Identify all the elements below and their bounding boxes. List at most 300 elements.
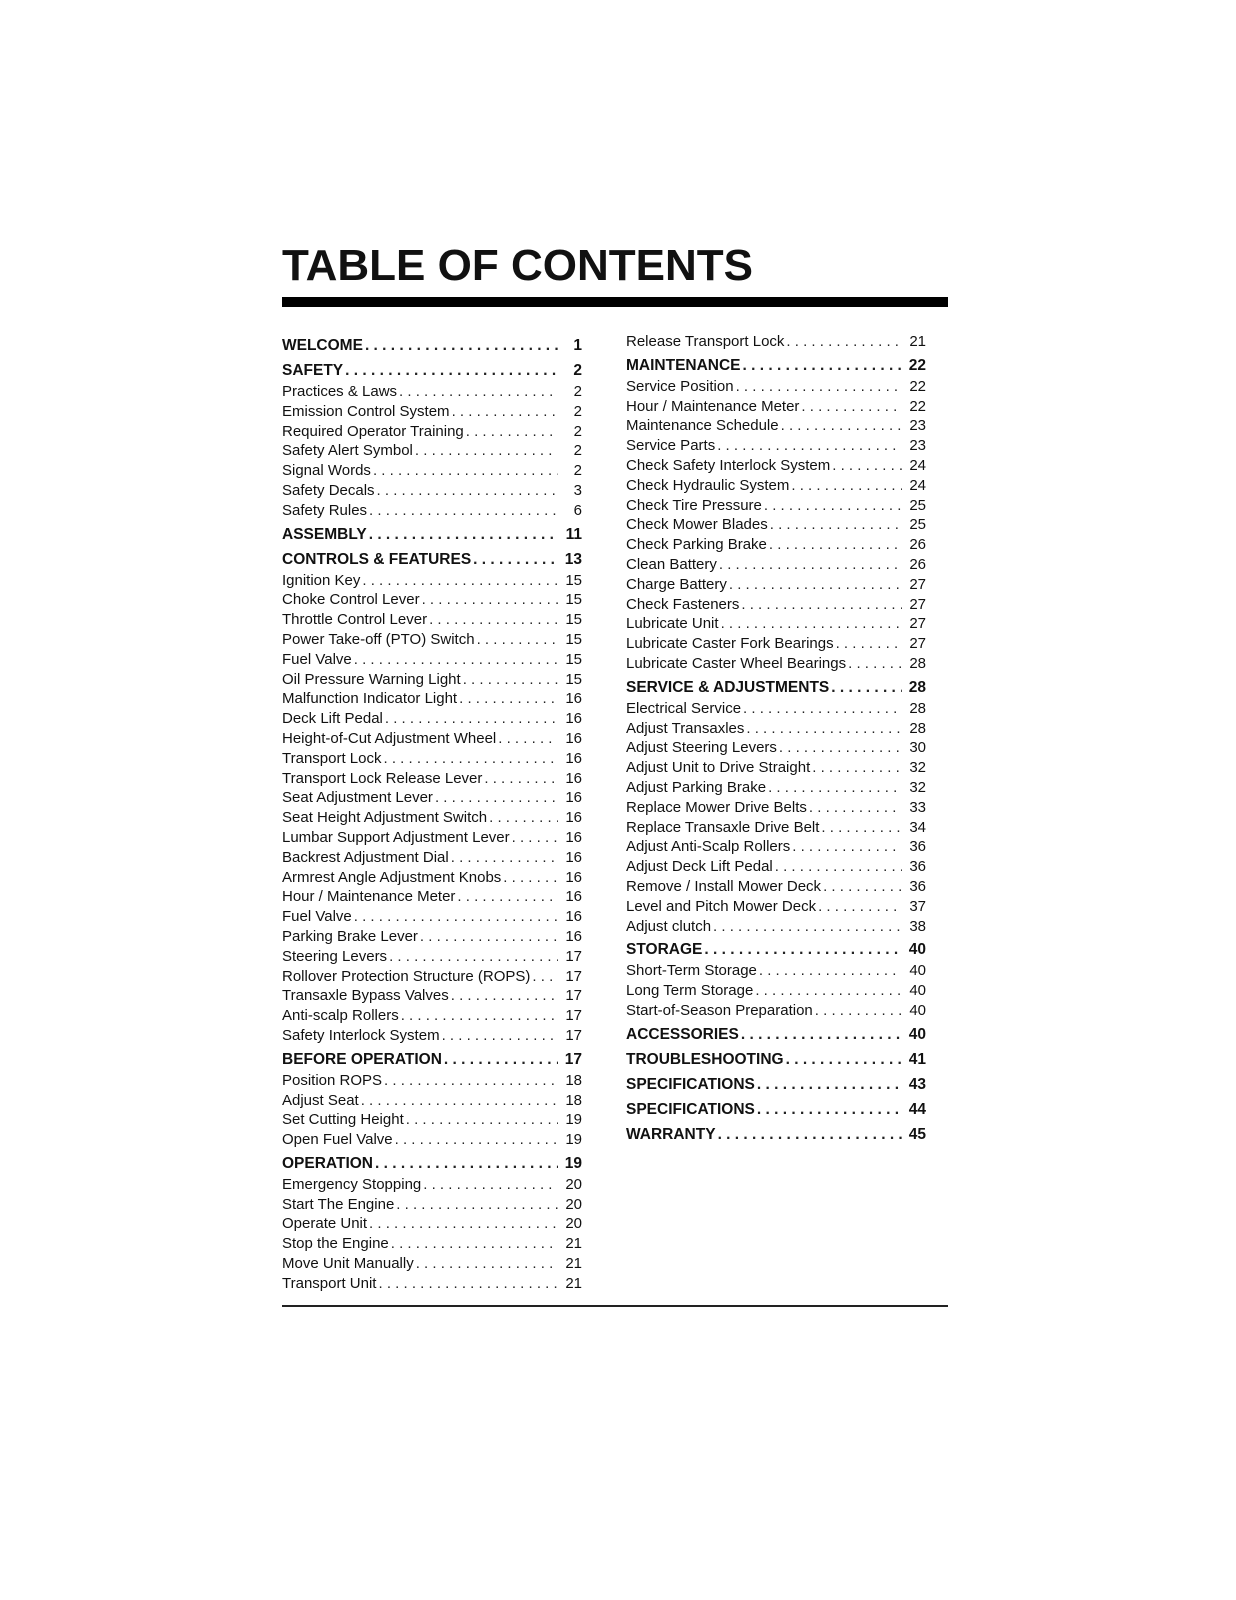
dot-leader: [801, 397, 902, 417]
toc-entry[interactable]: [626, 595, 926, 615]
toc-entry-page-number: 15: [565, 611, 582, 629]
toc-entry-page-number: 28: [909, 654, 926, 672]
bottom-divider: [282, 1305, 948, 1307]
dot-leader: [389, 947, 558, 967]
toc-entry-label: ACCESSORIES: [626, 1025, 739, 1043]
toc-entry[interactable]: [626, 634, 926, 654]
toc-entry-page-number: 27: [909, 635, 926, 653]
toc-entry-page-number: 23: [909, 417, 926, 435]
toc-entry-page-number: 27: [909, 575, 926, 593]
toc-entry-page-number: 15: [565, 591, 582, 609]
toc-entry-page-number: 21: [565, 1255, 582, 1273]
dot-leader: [818, 897, 902, 917]
toc-entry-label: Safety Interlock System: [282, 1026, 440, 1044]
toc-entry-page-number: 33: [909, 798, 926, 816]
toc-section-entry[interactable]: [626, 676, 926, 699]
toc-entry[interactable]: [282, 907, 582, 927]
toc-entry-label: OPERATION: [282, 1154, 373, 1172]
toc-entry-page-number: 17: [564, 1050, 582, 1068]
toc-entry-page-number: 20: [565, 1175, 582, 1193]
toc-entry[interactable]: [626, 897, 926, 917]
toc-section-entry[interactable]: [626, 1048, 926, 1071]
toc-entry-page-number: 3: [573, 481, 582, 499]
toc-entry[interactable]: [626, 738, 926, 758]
toc-entry[interactable]: [282, 709, 582, 729]
dot-leader: [721, 614, 902, 634]
toc-entry[interactable]: [282, 927, 582, 947]
toc-entry[interactable]: [282, 1214, 582, 1234]
toc-entry[interactable]: [626, 778, 926, 798]
toc-entry-page-number: 22: [908, 356, 926, 374]
toc-entry-page-number: 36: [909, 877, 926, 895]
toc-entry-page-number: 18: [565, 1091, 582, 1109]
toc-entry-label: ASSEMBLY: [282, 525, 367, 543]
toc-section-entry[interactable]: [282, 523, 582, 546]
toc-entry-label: Adjust clutch: [626, 917, 712, 935]
dot-leader: [466, 422, 558, 442]
toc-entry-label: BEFORE OPERATION: [282, 1050, 442, 1068]
toc-section-entry[interactable]: [626, 1098, 926, 1121]
toc-entry-label: Throttle Control Lever: [282, 611, 428, 629]
toc-entry[interactable]: [626, 917, 926, 937]
toc-entry-label: Safety Rules: [282, 501, 368, 519]
dot-leader: [757, 1098, 902, 1121]
toc-entry[interactable]: [282, 402, 582, 422]
toc-entry-page-number: 15: [565, 571, 582, 589]
toc-section-entry[interactable]: [626, 1023, 926, 1046]
toc-entry-label: SERVICE & ADJUSTMENTS: [626, 678, 830, 696]
toc-entry-page-number: 16: [565, 749, 582, 767]
toc-entry[interactable]: [282, 422, 582, 442]
toc-entry-label: Rollover Protection Structure (ROPS): [282, 967, 531, 985]
dot-leader: [786, 1048, 902, 1071]
toc-entry[interactable]: [626, 981, 926, 1001]
toc-entry-page-number: 21: [909, 333, 926, 350]
toc-entry-label: Adjust Anti-Scalp Rollers: [626, 838, 791, 856]
toc-entry-label: Armrest Angle Adjustment Knobs: [282, 868, 502, 886]
toc-entry-page-number: 16: [565, 828, 582, 846]
toc-entry-label: Charge Battery: [626, 575, 727, 593]
toc-column-right: [626, 332, 926, 1146]
dot-leader: [406, 1110, 558, 1130]
toc-section-entry[interactable]: [282, 359, 582, 382]
toc-entry[interactable]: [282, 461, 582, 481]
toc-entry-page-number: 17: [565, 947, 582, 965]
toc-entry-label: Clean Battery: [626, 555, 717, 573]
dot-leader: [473, 548, 558, 571]
toc-entry-label: WARRANTY: [626, 1125, 716, 1143]
dot-leader: [779, 738, 902, 758]
toc-entry[interactable]: [282, 481, 582, 501]
toc-entry-label: Signal Words: [282, 462, 371, 480]
toc-entry-label: Service Parts: [626, 437, 716, 455]
dot-leader: [375, 1152, 558, 1175]
toc-entry-page-number: 37: [909, 897, 926, 915]
toc-entry-page-number: 41: [908, 1050, 926, 1068]
toc-entry-label: Safety Decals: [282, 481, 375, 499]
toc-entry[interactable]: [282, 650, 582, 670]
toc-entry-page-number: 45: [908, 1125, 926, 1143]
toc-entry-page-number: 36: [909, 838, 926, 856]
toc-entry[interactable]: [282, 610, 582, 630]
dot-leader: [415, 441, 558, 461]
toc-entry-page-number: 17: [565, 987, 582, 1005]
toc-entry[interactable]: [626, 575, 926, 595]
toc-entry-page-number: 16: [565, 729, 582, 747]
dot-leader: [484, 769, 558, 789]
toc-entry[interactable]: [282, 571, 582, 591]
toc-entry[interactable]: [282, 590, 582, 610]
dot-leader: [378, 1274, 558, 1294]
toc-entry-label: SAFETY: [282, 362, 344, 379]
dot-leader: [718, 1123, 902, 1146]
toc-entry-label: Long Term Storage: [626, 982, 754, 1000]
toc-entry-page-number: 6: [573, 501, 582, 519]
toc-entry-label: Emission Control System: [282, 402, 450, 420]
toc-entry-page-number: 17: [565, 967, 582, 985]
toc-entry[interactable]: [282, 1175, 582, 1195]
dot-leader: [809, 798, 902, 818]
toc-entry[interactable]: [626, 1001, 926, 1021]
toc-entry-page-number: 27: [909, 615, 926, 633]
toc-entry-label: SPECIFICATIONS: [626, 1075, 755, 1093]
dot-leader: [369, 1214, 558, 1234]
toc-entry-page-number: 43: [908, 1075, 926, 1093]
toc-entry-page-number: 32: [909, 778, 926, 796]
dot-leader: [442, 1026, 558, 1046]
toc-entry-label: Start The Engine: [282, 1195, 395, 1213]
dot-leader: [729, 575, 902, 595]
toc-entry-page-number: 16: [565, 908, 582, 926]
toc-entry[interactable]: [626, 798, 926, 818]
toc-entry-label: Lubricate Unit: [626, 615, 719, 633]
toc-entry-page-number: 16: [565, 710, 582, 728]
toc-entry-page-number: 16: [565, 848, 582, 866]
dot-leader: [836, 634, 902, 654]
toc-entry-label: Replace Transaxle Drive Belt: [626, 818, 820, 836]
dot-leader: [435, 788, 558, 808]
toc-entry-label: Lubricate Caster Wheel Bearings: [626, 654, 847, 672]
dot-leader: [429, 610, 558, 630]
toc-entry-label: Safety Alert Symbol: [282, 442, 413, 460]
dot-leader: [459, 689, 558, 709]
toc-entry-label: Start-of-Season Preparation: [626, 1001, 813, 1019]
toc-section-entry[interactable]: [626, 1123, 926, 1146]
toc-entry[interactable]: [626, 416, 926, 436]
toc-entry[interactable]: [626, 377, 926, 397]
page-title: TABLE OF CONTENTS: [282, 241, 753, 290]
dot-leader: [457, 887, 558, 907]
toc-entry-label: Level and Pitch Mower Deck: [626, 897, 817, 915]
toc-entry-label: Hour / Maintenance Meter: [282, 888, 456, 906]
toc-entry[interactable]: [282, 1091, 582, 1111]
dot-leader: [354, 650, 558, 670]
toc-entry[interactable]: [626, 332, 926, 352]
toc-entry-page-number: 19: [564, 1154, 582, 1172]
toc-entry-page-number: 11: [565, 525, 582, 543]
dot-leader: [451, 848, 558, 868]
title-divider: [282, 297, 948, 307]
toc-entry[interactable]: [282, 1274, 582, 1294]
toc-entry-label: Required Operator Training: [282, 422, 464, 440]
toc-entry-label: Adjust Transaxles: [626, 719, 745, 737]
toc-entry[interactable]: [626, 837, 926, 857]
toc-entry-label: STORAGE: [626, 941, 703, 959]
toc-entry[interactable]: [626, 456, 926, 476]
dot-leader: [848, 654, 902, 674]
toc-entry-label: Emergency Stopping: [282, 1175, 422, 1193]
toc-entry[interactable]: [282, 848, 582, 868]
toc-entry-page-number: 21: [565, 1235, 582, 1253]
toc-entry-label: Check Mower Blades: [626, 516, 768, 534]
dot-leader: [743, 699, 902, 719]
toc-entry[interactable]: [282, 769, 582, 789]
toc-entry-page-number: 15: [565, 650, 582, 668]
toc-entry-page-number: 22: [909, 397, 926, 415]
toc-entry[interactable]: [282, 630, 582, 650]
toc-entry[interactable]: [282, 967, 582, 987]
dot-leader: [741, 1023, 902, 1046]
dot-leader: [365, 334, 558, 357]
toc-entry-page-number: 44: [908, 1100, 926, 1118]
dot-leader: [391, 1234, 558, 1254]
toc-entry-label: Malfunction Indicator Light: [282, 690, 458, 708]
toc-entry[interactable]: [626, 436, 926, 456]
toc-entry[interactable]: [282, 788, 582, 808]
toc-entry[interactable]: [282, 1234, 582, 1254]
dot-leader: [769, 535, 902, 555]
toc-entry-label: Stop the Engine: [282, 1235, 389, 1253]
toc-entry-page-number: 2: [573, 402, 582, 420]
dot-leader: [768, 778, 902, 798]
dot-leader: [786, 332, 902, 352]
toc-entry[interactable]: [626, 699, 926, 719]
toc-entry-page-number: 25: [909, 516, 926, 534]
dot-leader: [503, 868, 558, 888]
dot-leader: [369, 501, 558, 521]
toc-entry-page-number: 19: [565, 1111, 582, 1129]
dot-leader: [452, 402, 558, 422]
toc-entry-page-number: 18: [565, 1071, 582, 1089]
dot-leader: [369, 523, 558, 546]
dot-leader: [755, 981, 902, 1001]
toc-entry[interactable]: [626, 818, 926, 838]
toc-entry[interactable]: [626, 535, 926, 555]
dot-leader: [764, 496, 902, 516]
toc-entry[interactable]: [626, 961, 926, 981]
toc-entry-page-number: 16: [565, 868, 582, 886]
dot-leader: [384, 749, 559, 769]
toc-entry-label: Choke Control Lever: [282, 591, 420, 609]
toc-entry-page-number: 27: [909, 595, 926, 613]
toc-entry-label: Remove / Install Mower Deck: [626, 877, 822, 895]
toc-entry-page-number: 17: [565, 1007, 582, 1025]
dot-leader: [423, 1175, 558, 1195]
toc-entry[interactable]: [282, 947, 582, 967]
toc-entry-label: Power Take-off (PTO) Switch: [282, 630, 475, 648]
toc-entry-label: WELCOME: [282, 337, 363, 354]
toc-section-entry[interactable]: [626, 354, 926, 377]
toc-entry-page-number: 28: [909, 719, 926, 737]
toc-entry-page-number: 25: [909, 496, 926, 514]
toc-entry[interactable]: [282, 986, 582, 1006]
toc-entry-label: Practices & Laws: [282, 383, 398, 400]
toc-entry-label: Check Tire Pressure: [626, 496, 762, 514]
dot-leader: [759, 961, 902, 981]
toc-entry-page-number: 36: [909, 858, 926, 876]
toc-entry[interactable]: [282, 1195, 582, 1215]
toc-entry-page-number: 16: [565, 789, 582, 807]
dot-leader: [792, 837, 902, 857]
toc-entry[interactable]: [282, 670, 582, 690]
toc-entry[interactable]: [282, 1110, 582, 1130]
dot-leader: [377, 481, 558, 501]
toc-entry[interactable]: [282, 1006, 582, 1026]
toc-entry-page-number: 2: [573, 362, 582, 379]
toc-entry[interactable]: [626, 555, 926, 575]
toc-entry-label: Transport Lock: [282, 749, 382, 767]
toc-section-entry[interactable]: [282, 1152, 582, 1175]
toc-entry[interactable]: [626, 758, 926, 778]
dot-leader: [713, 917, 902, 937]
toc-section-entry[interactable]: [282, 548, 582, 571]
toc-section-entry[interactable]: [282, 334, 582, 357]
toc-entry-page-number: 16: [565, 927, 582, 945]
toc-entry-label: Steering Levers: [282, 947, 388, 965]
toc-entry-page-number: 21: [565, 1274, 582, 1292]
dot-leader: [743, 354, 902, 377]
toc-entry[interactable]: [282, 1026, 582, 1046]
toc-entry[interactable]: [626, 496, 926, 516]
toc-entry-page-number: 20: [565, 1195, 582, 1213]
dot-leader: [361, 1091, 558, 1111]
toc-entry-label: Replace Mower Drive Belts: [626, 798, 807, 816]
toc-entry-label: Open Fuel Valve: [282, 1131, 393, 1149]
toc-entry-label: TROUBLESHOOTING: [626, 1050, 784, 1068]
toc-entry[interactable]: [626, 476, 926, 496]
toc-entry[interactable]: [626, 857, 926, 877]
dot-leader: [775, 857, 902, 877]
toc-entry-label: Lumbar Support Adjustment Lever: [282, 828, 510, 846]
toc-entry[interactable]: [282, 828, 582, 848]
toc-entry-label: Seat Adjustment Lever: [282, 789, 433, 807]
dot-leader: [498, 729, 558, 749]
toc-entry-page-number: 40: [909, 1001, 926, 1019]
toc-entry-label: Ignition Key: [282, 571, 361, 589]
dot-leader: [451, 986, 558, 1006]
dot-leader: [823, 877, 902, 897]
toc-entry-page-number: 28: [908, 678, 926, 696]
toc-entry-page-number: 40: [908, 941, 926, 959]
toc-entry-label: Deck Lift Pedal: [282, 710, 383, 728]
toc-entry-page-number: 30: [909, 739, 926, 757]
toc-entry-page-number: 16: [565, 809, 582, 827]
toc-entry-label: Maintenance Schedule: [626, 417, 779, 435]
toc-entry[interactable]: [626, 614, 926, 634]
toc-entry-page-number: 2: [573, 462, 582, 480]
dot-leader: [512, 828, 558, 848]
toc-section-entry[interactable]: [626, 938, 926, 961]
toc-entry-label: Fuel Valve: [282, 908, 352, 926]
dot-leader: [781, 416, 902, 436]
toc-entry-label: Fuel Valve: [282, 650, 352, 668]
toc-entry-page-number: 34: [909, 818, 926, 836]
toc-entry-label: Adjust Parking Brake: [626, 778, 767, 796]
toc-entry-label: MAINTENANCE: [626, 356, 741, 374]
toc-entry[interactable]: [626, 515, 926, 535]
toc-section-entry[interactable]: [282, 1048, 582, 1071]
toc-entry-label: Transport Unit: [282, 1274, 377, 1292]
toc-entry-page-number: 28: [909, 699, 926, 717]
toc-entry-label: Set Cutting Height: [282, 1111, 404, 1129]
toc-entry-page-number: 13: [564, 550, 582, 568]
toc-section-entry[interactable]: [626, 1073, 926, 1096]
toc-entry-page-number: 24: [909, 476, 926, 494]
dot-leader: [746, 719, 902, 739]
toc-entry[interactable]: [626, 397, 926, 417]
dot-leader: [416, 1254, 558, 1274]
toc-entry-label: Position ROPS: [282, 1071, 383, 1089]
dot-leader: [831, 676, 902, 699]
dot-leader: [815, 1001, 902, 1021]
toc-entry[interactable]: [282, 1254, 582, 1274]
dot-leader: [719, 555, 902, 575]
toc-entry-label: Move Unit Manually: [282, 1255, 414, 1273]
toc-entry[interactable]: [282, 501, 582, 521]
toc-entry-label: Anti-scalp Rollers: [282, 1007, 399, 1025]
toc-entry-page-number: 20: [565, 1215, 582, 1233]
toc-entry[interactable]: [282, 382, 582, 402]
toc-entry-page-number: 24: [909, 456, 926, 474]
dot-leader: [736, 377, 902, 397]
toc-entry-label: Electrical Service: [626, 699, 742, 717]
toc-entry-label: Transport Lock Release Lever: [282, 769, 483, 787]
toc-entry[interactable]: [282, 868, 582, 888]
dot-leader: [832, 456, 902, 476]
toc-entry-label: Check Safety Interlock System: [626, 456, 831, 474]
toc-entry[interactable]: [282, 689, 582, 709]
dot-leader: [399, 382, 558, 402]
dot-leader: [791, 476, 902, 496]
dot-leader: [373, 461, 558, 481]
toc-entry[interactable]: [282, 1071, 582, 1091]
toc-entry-label: Release Transport Lock: [626, 333, 785, 350]
toc-entry[interactable]: [282, 729, 582, 749]
toc-entry-page-number: 32: [909, 759, 926, 777]
toc-entry-page-number: 16: [565, 888, 582, 906]
dot-leader: [812, 758, 902, 778]
dot-leader: [477, 630, 558, 650]
toc-entry[interactable]: [282, 749, 582, 769]
toc-entry[interactable]: [626, 877, 926, 897]
toc-entry[interactable]: [282, 441, 582, 461]
toc-entry[interactable]: [282, 808, 582, 828]
toc-entry-page-number: 26: [909, 555, 926, 573]
toc-entry-page-number: 23: [909, 437, 926, 455]
toc-entry[interactable]: [626, 719, 926, 739]
toc-entry-label: Oil Pressure Warning Light: [282, 670, 461, 688]
dot-leader: [532, 967, 558, 987]
dot-leader: [420, 927, 558, 947]
dot-leader: [396, 1195, 558, 1215]
toc-entry[interactable]: [282, 1130, 582, 1150]
toc-entry-label: Adjust Deck Lift Pedal: [626, 858, 773, 876]
toc-entry-label: Transaxle Bypass Valves: [282, 987, 449, 1005]
dot-leader: [354, 907, 558, 927]
toc-entry[interactable]: [282, 887, 582, 907]
toc-entry-label: Parking Brake Lever: [282, 927, 418, 945]
toc-entry[interactable]: [626, 654, 926, 674]
